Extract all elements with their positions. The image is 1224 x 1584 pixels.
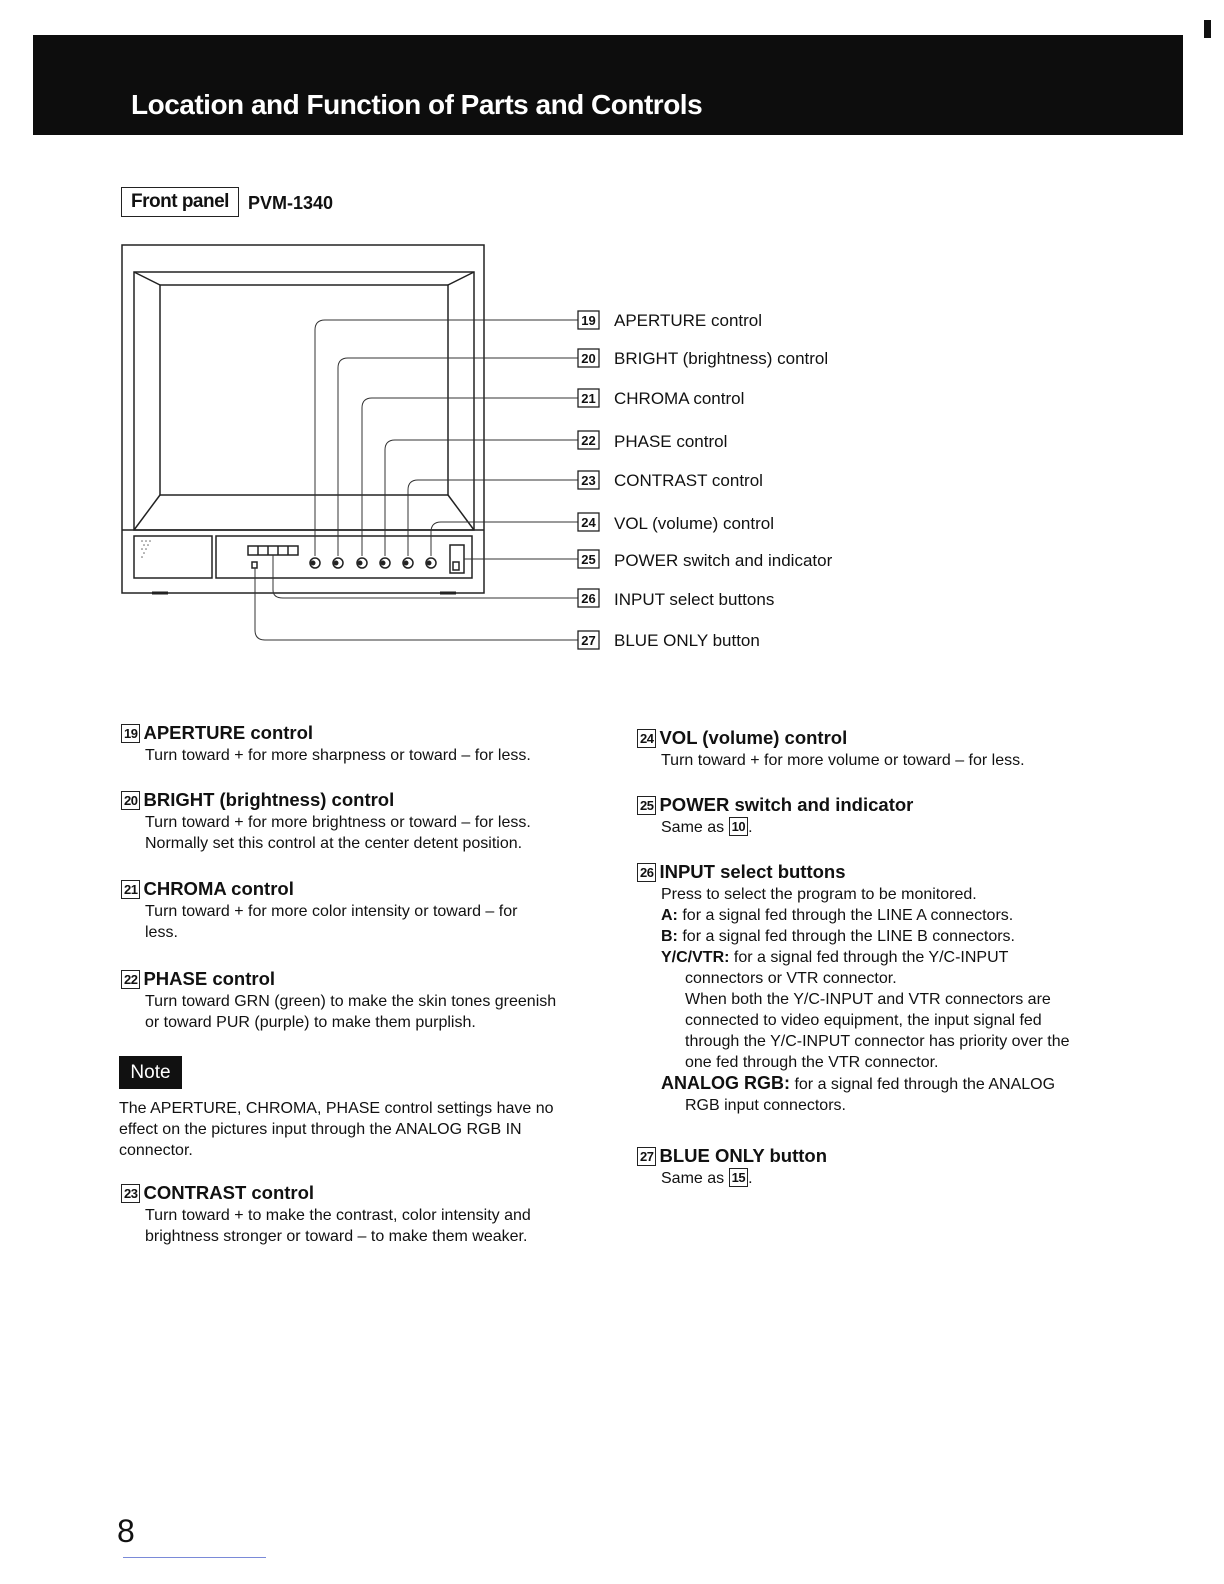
callout-label-20: BRIGHT (brightness) control (614, 349, 829, 368)
callout-label-26: INPUT select buttons (614, 590, 775, 609)
callout-num-21: 21 (581, 391, 596, 406)
section-heading: 24 VOL (volume) control (637, 726, 1161, 750)
section-number: 24 (637, 729, 656, 748)
section-heading: 23 CONTRAST control (121, 1181, 625, 1205)
note-label: Note (119, 1056, 182, 1089)
section-heading: 27 BLUE ONLY button (637, 1144, 1161, 1168)
speaker-grille (134, 536, 212, 578)
section-19 (124, 721, 625, 766)
section-24 (640, 726, 1161, 771)
section-text: Turn toward + for more volume or toward – for less. (661, 752, 1025, 769)
section-text: Turn toward + for more brightness or toward – for less. (145, 814, 531, 831)
callout-num-23: 23 (581, 473, 596, 488)
page-number: 8 (117, 1513, 135, 1549)
callout-num-24: 24 (581, 515, 596, 530)
control-panel (216, 536, 472, 578)
callout-label-24: VOL (volume) control (614, 514, 774, 533)
screen (160, 285, 448, 495)
page-title: Location and Function of Parts and Controls (131, 89, 703, 120)
section-number: 22 (121, 970, 140, 989)
section-26: 26 INPUT select buttons Press to select the program to be monitored. A: for a signal fed through the LINE A connectors. B: for a signal fed through the LINE B connectors. Y/C/VTR: for a signal fed through the Y/C-INPUT connectors or VTR connector. When both the Y/C-INPUT and VTR connectors are connected to video equipment, the input signal fed through the Y/C-INPUT connector has priority over the one fed through the VTR connector. ANALOG RGB: for a signal fed through the ANALOG RGB input connectors. (661, 860, 1161, 1116)
section-text: brightness stronger or toward – to make them weaker. (145, 1228, 528, 1245)
callout-label-19: APERTURE control (614, 311, 763, 330)
input-buttons-graphic (248, 546, 298, 555)
power-switch-graphic (450, 545, 464, 573)
section-heading: 26 INPUT select buttons (637, 860, 1161, 884)
leader-24 (431, 522, 578, 556)
front-panel-diagram (0, 0, 1224, 700)
section-number: 19 (121, 724, 140, 743)
cabinet-outline (122, 245, 484, 593)
callout-num-25: 25 (581, 552, 596, 567)
callout-label-21: CHROMA control (614, 389, 745, 408)
section-heading: 22 PHASE control (121, 967, 625, 991)
section-text: Normally set this control at the center detent position. (145, 835, 523, 852)
section-text: Same as (661, 1170, 725, 1187)
callout-num-22: 22 (581, 433, 596, 448)
section-number: 26 (637, 863, 656, 882)
leader-20 (338, 358, 578, 556)
section-text: Turn toward + to make the contrast, color intensity and (145, 1207, 531, 1224)
section-heading: 25 POWER switch and indicator (637, 793, 1161, 817)
section-text: or toward PUR (purple) to make them purplish. (145, 1014, 476, 1031)
section-text: Same as (661, 819, 725, 836)
option-a: A: for a signal fed through the LINE A connectors. (661, 907, 1014, 924)
reference-number: 10 (729, 817, 748, 836)
section-number: 25 (637, 796, 656, 815)
callout-num-19: 19 (581, 313, 596, 328)
section-number: 21 (121, 880, 140, 899)
option-b: B: for a signal fed through the LINE B connectors. (661, 928, 1015, 945)
section-27: 27 BLUE ONLY button Same as 15 . (661, 1144, 1161, 1189)
section-number: 23 (121, 1184, 140, 1203)
blue-only-button-graphic (252, 562, 257, 568)
leader-21 (362, 398, 578, 556)
model-number: PVM-1340 (248, 193, 334, 213)
callout-label-23: CONTRAST control (614, 471, 763, 490)
reference-number: 15 (729, 1168, 748, 1187)
section-text: Press to select the program to be monitored. (661, 886, 977, 903)
screen-bezel (134, 272, 474, 530)
callout-num-27: 27 (581, 633, 596, 648)
note-text: The APERTURE, CHROMA, PHASE control settings have no effect on the pictures input through the ANALOG RGB IN connector. (119, 1100, 554, 1159)
leader-27 (255, 568, 578, 640)
leader-23 (408, 480, 578, 556)
section-23 (124, 1181, 625, 1247)
leader-22 (385, 440, 578, 556)
section-25: 25 POWER switch and indicator Same as 10 . (661, 793, 1161, 838)
section-22 (124, 967, 625, 1033)
option-analog-rgb: ANALOG RGB: for a signal fed through the ANALOG (661, 1073, 1056, 1093)
callout-num-26: 26 (581, 591, 596, 606)
callout-label-27: BLUE ONLY button (614, 631, 760, 650)
callout-num-20: 20 (581, 351, 596, 366)
section-number: 20 (121, 791, 140, 810)
option-yc-vtr: Y/C/VTR: for a signal fed through the Y/C-INPUT (661, 949, 1009, 966)
section-20 (124, 788, 625, 854)
section-heading: 19 APERTURE control (121, 721, 625, 745)
section-text: Turn toward + for more sharpness or toward – for less. (145, 747, 531, 764)
section-text: less. (145, 924, 178, 941)
callout-label-22: PHASE control (614, 432, 728, 451)
section-text: Turn toward GRN (green) to make the skin tones greenish (145, 993, 557, 1010)
leader-19 (315, 320, 578, 556)
section-heading: 21 CHROMA control (121, 877, 625, 901)
section-heading: 20 BRIGHT (brightness) control (121, 788, 625, 812)
section-21 (124, 877, 625, 943)
section-text: Turn toward + for more color intensity or toward – for (145, 903, 518, 920)
callout-label-25: POWER switch and indicator (614, 551, 833, 570)
front-panel-label: Front panel (121, 187, 239, 217)
footer-rule (123, 1557, 266, 1558)
section-number: 27 (637, 1147, 656, 1166)
